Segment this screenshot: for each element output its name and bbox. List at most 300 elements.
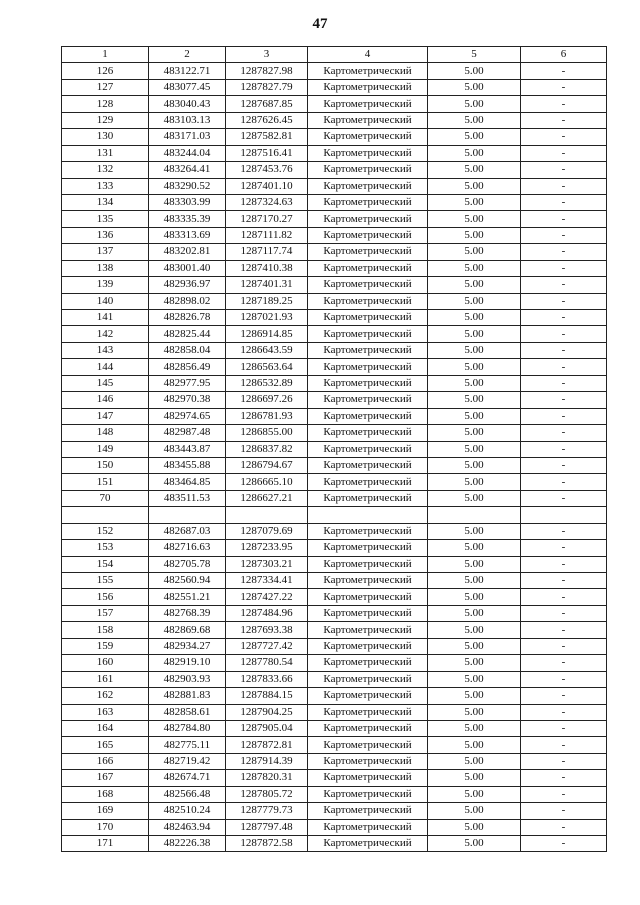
table-row xyxy=(62,589,607,605)
table-cell: Картометрический xyxy=(308,441,428,457)
page-number: 47 xyxy=(312,16,328,32)
table-row xyxy=(62,753,607,769)
table-cell: - xyxy=(521,573,607,589)
table-cell xyxy=(226,507,308,523)
table-row xyxy=(62,310,607,326)
table-cell: - xyxy=(521,392,607,408)
table-cell: 5.00 xyxy=(428,540,521,556)
table-cell: 1287687.85 xyxy=(226,96,308,112)
table-cell: 483202.81 xyxy=(149,244,226,260)
table-cell: 1287582.81 xyxy=(226,129,308,145)
table-cell: 135 xyxy=(62,211,149,227)
table-cell: 482987.48 xyxy=(149,425,226,441)
coordinates-table xyxy=(61,46,607,852)
table-cell: 5.00 xyxy=(428,145,521,161)
table-row xyxy=(62,63,607,79)
table-cell: 483103.13 xyxy=(149,112,226,128)
table-cell: Картометрический xyxy=(308,605,428,621)
table-cell: - xyxy=(521,720,607,736)
table-cell: - xyxy=(521,770,607,786)
table-row xyxy=(62,540,607,556)
table-cell: - xyxy=(521,145,607,161)
table-cell: 5.00 xyxy=(428,589,521,605)
table-row xyxy=(62,359,607,375)
table-row xyxy=(62,671,607,687)
table-cell: 482919.10 xyxy=(149,655,226,671)
table-row xyxy=(62,720,607,736)
table-cell: - xyxy=(521,803,607,819)
table-row xyxy=(62,507,607,523)
table-cell: 1287233.95 xyxy=(226,540,308,556)
table-cell: - xyxy=(521,375,607,391)
table-cell: Картометрический xyxy=(308,523,428,539)
table-cell: Картометрический xyxy=(308,770,428,786)
table-cell: 482898.02 xyxy=(149,293,226,309)
table-cell: 1287401.10 xyxy=(226,178,308,194)
table-cell: 1287727.42 xyxy=(226,638,308,654)
table-cell: 131 xyxy=(62,145,149,161)
table-cell: 5.00 xyxy=(428,63,521,79)
table-cell: 157 xyxy=(62,605,149,621)
table-cell: 1287626.45 xyxy=(226,112,308,128)
table-cell: - xyxy=(521,211,607,227)
table-cell: Картометрический xyxy=(308,145,428,161)
table-cell: 158 xyxy=(62,622,149,638)
table-row xyxy=(62,786,607,802)
table-cell: 5.00 xyxy=(428,737,521,753)
table-cell: 5.00 xyxy=(428,375,521,391)
table-cell: Картометрический xyxy=(308,178,428,194)
table-cell: 5.00 xyxy=(428,819,521,835)
table-cell: Картометрический xyxy=(308,359,428,375)
table-cell: 1286837.82 xyxy=(226,441,308,457)
table-row xyxy=(62,293,607,309)
table-cell: 482705.78 xyxy=(149,556,226,572)
table-cell: 5.00 xyxy=(428,688,521,704)
table-cell: - xyxy=(521,342,607,358)
table-cell: - xyxy=(521,425,607,441)
table-cell: 166 xyxy=(62,753,149,769)
table-cell: 483122.71 xyxy=(149,63,226,79)
table-row xyxy=(62,277,607,293)
table-cell: Картометрический xyxy=(308,227,428,243)
table-cell: 134 xyxy=(62,194,149,210)
table-cell: Картометрический xyxy=(308,277,428,293)
table-row xyxy=(62,375,607,391)
table-row xyxy=(62,836,607,852)
table-cell: 1287780.54 xyxy=(226,655,308,671)
table-cell: 482881.83 xyxy=(149,688,226,704)
table-cell: 1287833.66 xyxy=(226,671,308,687)
table-cell: 5.00 xyxy=(428,408,521,424)
table-cell: 5.00 xyxy=(428,211,521,227)
table-cell: 482858.61 xyxy=(149,704,226,720)
table-row xyxy=(62,342,607,358)
table-cell: 1286855.00 xyxy=(226,425,308,441)
table-row xyxy=(62,392,607,408)
table-row xyxy=(62,129,607,145)
table-cell: - xyxy=(521,129,607,145)
table-row xyxy=(62,655,607,671)
table-cell: - xyxy=(521,655,607,671)
table-cell: 482903.93 xyxy=(149,671,226,687)
table-cell: Картометрический xyxy=(308,836,428,852)
table-cell: 1287820.31 xyxy=(226,770,308,786)
table-cell: Картометрический xyxy=(308,408,428,424)
table-cell: 1287827.98 xyxy=(226,63,308,79)
table-cell: 482463.94 xyxy=(149,819,226,835)
table-cell: 1287334.41 xyxy=(226,573,308,589)
table-cell: 483464.85 xyxy=(149,474,226,490)
table-row xyxy=(62,79,607,95)
table-cell: - xyxy=(521,589,607,605)
table-cell: 5.00 xyxy=(428,490,521,506)
table-cell: 483264.41 xyxy=(149,162,226,178)
table-cell: 146 xyxy=(62,392,149,408)
table-cell: 482936.97 xyxy=(149,277,226,293)
table-cell: Картометрический xyxy=(308,490,428,506)
table-cell: 482551.21 xyxy=(149,589,226,605)
table-cell: - xyxy=(521,227,607,243)
table-cell: 1287516.41 xyxy=(226,145,308,161)
table-cell: - xyxy=(521,540,607,556)
table-row xyxy=(62,227,607,243)
table-cell: 171 xyxy=(62,836,149,852)
table-cell: Картометрический xyxy=(308,803,428,819)
table-cell: Картометрический xyxy=(308,194,428,210)
table-body xyxy=(62,63,607,852)
table-row xyxy=(62,474,607,490)
table-cell: 147 xyxy=(62,408,149,424)
table-cell: Картометрический xyxy=(308,63,428,79)
table-cell: - xyxy=(521,556,607,572)
table-row xyxy=(62,819,607,835)
table-cell: - xyxy=(521,638,607,654)
table-cell: 1286563.64 xyxy=(226,359,308,375)
table-cell: 5.00 xyxy=(428,162,521,178)
table-cell: 482826.78 xyxy=(149,310,226,326)
table-cell: 5.00 xyxy=(428,523,521,539)
table-cell: 5.00 xyxy=(428,178,521,194)
table-row xyxy=(62,573,607,589)
table-cell: 129 xyxy=(62,112,149,128)
table-cell: 1287111.82 xyxy=(226,227,308,243)
table-cell: 1286794.67 xyxy=(226,457,308,473)
table-cell: 149 xyxy=(62,441,149,457)
table-cell: 1287079.69 xyxy=(226,523,308,539)
table-cell: - xyxy=(521,441,607,457)
table-cell: - xyxy=(521,457,607,473)
table-cell: 170 xyxy=(62,819,149,835)
header-cell: 2 xyxy=(149,47,226,63)
header-cell: 3 xyxy=(226,47,308,63)
table-cell: 5.00 xyxy=(428,227,521,243)
table-row xyxy=(62,194,607,210)
table-cell: 1286781.93 xyxy=(226,408,308,424)
table-cell: Картометрический xyxy=(308,573,428,589)
table-cell: 1287779.73 xyxy=(226,803,308,819)
table-cell: 483001.40 xyxy=(149,260,226,276)
table-cell: 142 xyxy=(62,326,149,342)
table-cell: 5.00 xyxy=(428,671,521,687)
table-row xyxy=(62,178,607,194)
table-cell: - xyxy=(521,244,607,260)
table-cell: 5.00 xyxy=(428,277,521,293)
table-cell: 133 xyxy=(62,178,149,194)
table-header xyxy=(62,47,607,63)
table-cell: 1286627.21 xyxy=(226,490,308,506)
table-cell: 482226.38 xyxy=(149,836,226,852)
table-cell: 483313.69 xyxy=(149,227,226,243)
table-row xyxy=(62,162,607,178)
table-cell: 148 xyxy=(62,425,149,441)
table-cell: 482858.04 xyxy=(149,342,226,358)
table-cell: 1287693.38 xyxy=(226,622,308,638)
header-cell: 6 xyxy=(521,47,607,63)
table-cell: 1287189.25 xyxy=(226,293,308,309)
table-cell: 483040.43 xyxy=(149,96,226,112)
table-cell: 1287797.48 xyxy=(226,819,308,835)
table-cell: Картометрический xyxy=(308,244,428,260)
table-cell: 1286665.10 xyxy=(226,474,308,490)
table-cell: 1287827.79 xyxy=(226,79,308,95)
table-cell: - xyxy=(521,786,607,802)
table-cell: 5.00 xyxy=(428,260,521,276)
table-cell: 1287427.22 xyxy=(226,589,308,605)
table-row xyxy=(62,112,607,128)
table-cell: 483303.99 xyxy=(149,194,226,210)
table-cell: 5.00 xyxy=(428,96,521,112)
table-cell: 159 xyxy=(62,638,149,654)
table-cell: 1287117.74 xyxy=(226,244,308,260)
table-cell: Картометрический xyxy=(308,260,428,276)
table-cell: 482768.39 xyxy=(149,605,226,621)
table-cell: 483171.03 xyxy=(149,129,226,145)
table-cell: - xyxy=(521,79,607,95)
table-cell: 163 xyxy=(62,704,149,720)
table-cell: 5.00 xyxy=(428,573,521,589)
table-cell: 5.00 xyxy=(428,474,521,490)
table-cell: - xyxy=(521,194,607,210)
table-cell: 167 xyxy=(62,770,149,786)
table-cell: 130 xyxy=(62,129,149,145)
table-cell: 482825.44 xyxy=(149,326,226,342)
table-row xyxy=(62,605,607,621)
table-cell: - xyxy=(521,293,607,309)
table-cell: 482974.65 xyxy=(149,408,226,424)
table-cell: 482560.94 xyxy=(149,573,226,589)
table-cell: 5.00 xyxy=(428,836,521,852)
table-cell: - xyxy=(521,96,607,112)
table-cell: 482856.49 xyxy=(149,359,226,375)
table-cell: 5.00 xyxy=(428,704,521,720)
table-cell: 1287904.25 xyxy=(226,704,308,720)
table-cell: - xyxy=(521,836,607,852)
table-cell: 482719.42 xyxy=(149,753,226,769)
table-row xyxy=(62,244,607,260)
table-cell: 5.00 xyxy=(428,556,521,572)
table-cell: 482775.11 xyxy=(149,737,226,753)
table-cell: 482510.24 xyxy=(149,803,226,819)
table-cell: 483443.87 xyxy=(149,441,226,457)
table-cell: 128 xyxy=(62,96,149,112)
table-cell: 143 xyxy=(62,342,149,358)
table-cell: 482784.80 xyxy=(149,720,226,736)
table-cell: 5.00 xyxy=(428,112,521,128)
table-cell: 1287453.76 xyxy=(226,162,308,178)
table-cell: 1286532.89 xyxy=(226,375,308,391)
table-cell: Картометрический xyxy=(308,704,428,720)
table-row xyxy=(62,326,607,342)
table-cell: Картометрический xyxy=(308,638,428,654)
table-row xyxy=(62,260,607,276)
table-cell: Картометрический xyxy=(308,655,428,671)
table-cell: 5.00 xyxy=(428,326,521,342)
table-cell: 482970.38 xyxy=(149,392,226,408)
table-cell: - xyxy=(521,162,607,178)
table-cell: 5.00 xyxy=(428,638,521,654)
table-cell: 5.00 xyxy=(428,720,521,736)
table-cell: Картометрический xyxy=(308,129,428,145)
table-cell: 156 xyxy=(62,589,149,605)
table-cell: Картометрический xyxy=(308,79,428,95)
table-row xyxy=(62,211,607,227)
table-cell: 5.00 xyxy=(428,770,521,786)
table-cell: 5.00 xyxy=(428,392,521,408)
table-cell: - xyxy=(521,490,607,506)
table-cell: 5.00 xyxy=(428,457,521,473)
table-cell: 5.00 xyxy=(428,310,521,326)
table-cell: - xyxy=(521,310,607,326)
table-cell: - xyxy=(521,737,607,753)
table-cell: 5.00 xyxy=(428,79,521,95)
table-cell: Картометрический xyxy=(308,293,428,309)
table-cell: - xyxy=(521,112,607,128)
table-cell: Картометрический xyxy=(308,162,428,178)
table-cell: Картометрический xyxy=(308,688,428,704)
table-cell: 5.00 xyxy=(428,342,521,358)
table-cell: Картометрический xyxy=(308,326,428,342)
table-cell: 138 xyxy=(62,260,149,276)
table-cell: - xyxy=(521,704,607,720)
table-cell: 126 xyxy=(62,63,149,79)
table-cell: 1287303.21 xyxy=(226,556,308,572)
table-cell: 483335.39 xyxy=(149,211,226,227)
table-row xyxy=(62,425,607,441)
table-cell: 483455.88 xyxy=(149,457,226,473)
table-cell: - xyxy=(521,671,607,687)
table-row xyxy=(62,803,607,819)
table-cell: 153 xyxy=(62,540,149,556)
table-cell: 165 xyxy=(62,737,149,753)
table-cell: Картометрический xyxy=(308,786,428,802)
table-cell: 1287884.15 xyxy=(226,688,308,704)
table-cell: 161 xyxy=(62,671,149,687)
table-cell: 1287410.38 xyxy=(226,260,308,276)
table-cell: 1287170.27 xyxy=(226,211,308,227)
table-cell: 150 xyxy=(62,457,149,473)
table-cell: Картометрический xyxy=(308,720,428,736)
table-cell: Картометрический xyxy=(308,819,428,835)
table-cell: - xyxy=(521,622,607,638)
table-cell: 5.00 xyxy=(428,194,521,210)
table-cell: 5.00 xyxy=(428,605,521,621)
table-cell: 482977.95 xyxy=(149,375,226,391)
table-cell: 154 xyxy=(62,556,149,572)
table-cell: 483077.45 xyxy=(149,79,226,95)
table-cell: 5.00 xyxy=(428,293,521,309)
table-cell: Картометрический xyxy=(308,342,428,358)
table-cell: Картометрический xyxy=(308,556,428,572)
table-cell: 139 xyxy=(62,277,149,293)
table-cell: 1286643.59 xyxy=(226,342,308,358)
header-cell: 5 xyxy=(428,47,521,63)
table-row xyxy=(62,688,607,704)
table-row xyxy=(62,441,607,457)
table-cell: 482716.63 xyxy=(149,540,226,556)
table-cell: Картометрический xyxy=(308,375,428,391)
table-cell: 5.00 xyxy=(428,655,521,671)
table-cell: 5.00 xyxy=(428,441,521,457)
table-cell: 140 xyxy=(62,293,149,309)
table-cell: Картометрический xyxy=(308,589,428,605)
table-cell: 136 xyxy=(62,227,149,243)
table-cell: 5.00 xyxy=(428,786,521,802)
table-cell: Картометрический xyxy=(308,540,428,556)
table-cell: 483244.04 xyxy=(149,145,226,161)
table-cell: - xyxy=(521,277,607,293)
table-row xyxy=(62,638,607,654)
header-cell: 1 xyxy=(62,47,149,63)
table-cell: 1287872.58 xyxy=(226,836,308,852)
table-cell: 155 xyxy=(62,573,149,589)
table-cell: 482674.71 xyxy=(149,770,226,786)
table-cell: Картометрический xyxy=(308,622,428,638)
table-cell: - xyxy=(521,753,607,769)
table-cell: 5.00 xyxy=(428,753,521,769)
table-cell xyxy=(308,507,428,523)
table-cell: 152 xyxy=(62,523,149,539)
table-cell: 5.00 xyxy=(428,359,521,375)
table-cell: 164 xyxy=(62,720,149,736)
table-row xyxy=(62,457,607,473)
table-cell: - xyxy=(521,819,607,835)
table-row xyxy=(62,737,607,753)
table-cell: 482687.03 xyxy=(149,523,226,539)
table-row xyxy=(62,704,607,720)
table-cell: 162 xyxy=(62,688,149,704)
table-cell: 168 xyxy=(62,786,149,802)
table-cell: Картометрический xyxy=(308,112,428,128)
table-cell: 132 xyxy=(62,162,149,178)
table-cell: Картометрический xyxy=(308,96,428,112)
table-cell: 482566.48 xyxy=(149,786,226,802)
table-cell: Картометрический xyxy=(308,211,428,227)
table-cell: 137 xyxy=(62,244,149,260)
table-cell: 160 xyxy=(62,655,149,671)
table-cell: 151 xyxy=(62,474,149,490)
table-cell: Картометрический xyxy=(308,737,428,753)
table-cell: 5.00 xyxy=(428,129,521,145)
table-cell: Картометрический xyxy=(308,753,428,769)
table-row xyxy=(62,145,607,161)
table-cell: 141 xyxy=(62,310,149,326)
table-cell: Картометрический xyxy=(308,310,428,326)
table-cell xyxy=(428,507,521,523)
table-cell xyxy=(521,507,607,523)
table-cell: 5.00 xyxy=(428,244,521,260)
table-cell xyxy=(62,507,149,523)
